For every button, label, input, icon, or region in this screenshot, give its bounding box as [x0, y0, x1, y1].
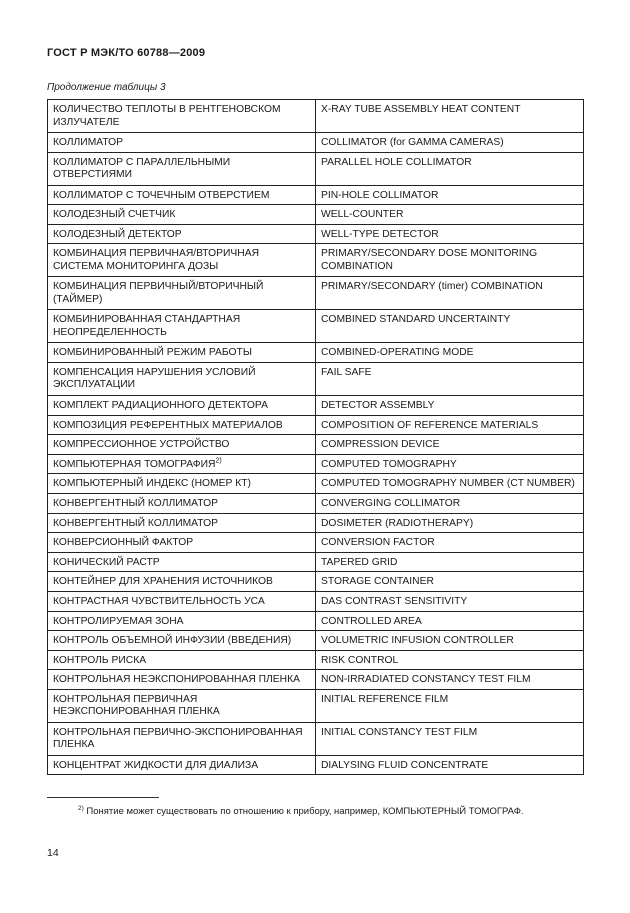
table-row	[48, 552, 584, 572]
term-russian: КОЛЛИМАТОР С ПАРАЛЛЕЛЬНЫМИ ОТВЕРСТИЯМИ	[53, 156, 231, 181]
term-russian: КОНВЕРГЕНТНЫЙ КОЛЛИМАТОР	[53, 517, 218, 529]
term-russian-cell	[48, 185, 316, 205]
term-russian: КОНТРОЛЬНАЯ НЕЭКСПОНИРОВАННАЯ ПЛЕНКА	[53, 674, 300, 686]
table-row	[48, 533, 584, 553]
term-english: COMPRESSION DEVICE	[316, 435, 584, 455]
term-russian-cell	[48, 572, 316, 592]
term-russian: КОЛОДЕЗНЫЙ ДЕТЕКТОР	[53, 228, 182, 240]
term-russian-cell	[48, 650, 316, 670]
table-row	[48, 435, 584, 455]
footnote	[78, 806, 524, 817]
term-russian: КОМПРЕССИОННОЕ УСТРОЙСТВО	[53, 439, 230, 451]
term-russian-cell	[48, 415, 316, 435]
table-row	[48, 689, 584, 722]
footnote-marker: 2)	[78, 804, 84, 812]
term-english: DIALYSING FLUID CONCENTRATE	[316, 755, 584, 775]
table-row	[48, 415, 584, 435]
term-english: COMBINED STANDARD UNCERTAINTY	[316, 310, 584, 343]
term-russian-cell	[48, 493, 316, 513]
table-row	[48, 650, 584, 670]
term-russian: КОНТРОЛЬНАЯ ПЕРВИЧНАЯ НЕЭКСПОНИРОВАННАЯ ПЛЕНКА	[53, 693, 220, 718]
term-russian: КОНТРОЛЬ ОБЪЕМНОЙ ИНФУЗИИ (ВВЕДЕНИЯ)	[53, 635, 292, 647]
term-russian-cell	[48, 205, 316, 225]
table-row	[48, 244, 584, 277]
term-english: PARALLEL HOLE COLLIMATOR	[316, 152, 584, 185]
term-english: PRIMARY/SECONDARY DOSE MONITORING COMBINATION	[316, 244, 584, 277]
footnote-reference: 2)	[215, 457, 222, 465]
term-russian-cell	[48, 611, 316, 631]
term-russian: КОМПОЗИЦИЯ РЕФЕРЕНТНЫХ МАТЕРИАЛОВ	[53, 419, 283, 431]
term-english: STORAGE CONTAINER	[316, 572, 584, 592]
term-russian-cell	[48, 670, 316, 690]
term-english: X-RAY TUBE ASSEMBLY HEAT CONTENT	[316, 100, 584, 133]
term-russian: КОЛОДЕЗНЫЙ СЧЕТЧИК	[53, 209, 176, 221]
term-russian-cell	[48, 435, 316, 455]
term-russian-cell	[48, 244, 316, 277]
term-english: CONVERSION FACTOR	[316, 533, 584, 553]
page-number: 14	[47, 847, 59, 859]
term-english: PIN-HOLE COLLIMATOR	[316, 185, 584, 205]
term-russian: КОНТРОЛЬНАЯ ПЕРВИЧНО-ЭКСПОНИРОВАННАЯ ПЛЕНКА	[53, 726, 303, 751]
term-russian: КОЛИЧЕСТВО ТЕПЛОТЫ В РЕНТГЕНОВСКОМ ИЗЛУЧАТЕЛЕ	[53, 104, 281, 128]
term-russian-cell	[48, 454, 316, 474]
term-russian: КОМПЕНСАЦИЯ НАРУШЕНИЯ УСЛОВИЙ ЭКСПЛУАТАЦИИ	[53, 366, 256, 391]
term-russian: КОМБИНАЦИЯ ПЕРВИЧНАЯ/ВТОРИЧНАЯ СИСТЕМА МОНИТОРИНГА ДОЗЫ	[53, 248, 260, 272]
table-row	[48, 454, 584, 474]
term-russian-cell	[48, 552, 316, 572]
term-russian-cell	[48, 310, 316, 343]
term-english: PRIMARY/SECONDARY (timer) COMBINATION	[316, 277, 584, 310]
term-russian-cell	[48, 689, 316, 722]
term-english: VOLUMETRIC INFUSION CONTROLLER	[316, 631, 584, 651]
term-russian: КОМБИНИРОВАННЫЙ РЕЖИМ РАБОТЫ	[53, 347, 252, 359]
term-english: COMBINED-OPERATING MODE	[316, 343, 584, 363]
term-russian: КОНЦЕНТРАТ ЖИДКОСТИ ДЛЯ ДИАЛИЗА	[53, 759, 259, 771]
term-english: DAS CONTRAST SENSITIVITY	[316, 591, 584, 611]
table-row	[48, 755, 584, 775]
footnote-separator	[47, 797, 159, 798]
term-english: CONVERGING COLLIMATOR	[316, 493, 584, 513]
term-english: FAIL SAFE	[316, 362, 584, 395]
term-russian-cell	[48, 152, 316, 185]
term-russian: КОНИЧЕСКИЙ РАСТР	[53, 556, 160, 568]
term-russian: КОНТРОЛЬ РИСКА	[53, 654, 147, 666]
term-english: WELL-TYPE DETECTOR	[316, 224, 584, 244]
table-caption: Продолжение таблицы 3	[47, 82, 166, 93]
term-russian: КОНВЕРСИОННЫЙ ФАКТОР	[53, 537, 194, 549]
term-english: WELL-COUNTER	[316, 205, 584, 225]
terms-table-body	[48, 100, 584, 775]
term-russian: КОНТЕЙНЕР ДЛЯ ХРАНЕНИЯ ИСТОЧНИКОВ	[53, 576, 273, 588]
term-russian: КОЛЛИМАТОР	[53, 137, 124, 148]
term-english: TAPERED GRID	[316, 552, 584, 572]
table-row	[48, 277, 584, 310]
document-header: ГОСТ Р МЭК/ТО 60788—2009	[47, 47, 206, 59]
table-row	[48, 310, 584, 343]
term-russian-cell	[48, 362, 316, 395]
term-russian-cell	[48, 395, 316, 415]
terms-table	[47, 99, 584, 775]
term-english: COLLIMATOR (for GAMMA CAMERAS)	[316, 133, 584, 153]
table-row	[48, 224, 584, 244]
term-russian-cell	[48, 474, 316, 494]
term-english: COMPUTED TOMOGRAPHY	[316, 454, 584, 474]
term-russian-cell	[48, 513, 316, 533]
term-english: COMPOSITION OF REFERENCE MATERIALS	[316, 415, 584, 435]
term-russian-cell	[48, 277, 316, 310]
term-english: NON-IRRADIATED CONSTANCY TEST FILM	[316, 670, 584, 690]
table-row	[48, 185, 584, 205]
table-row	[48, 474, 584, 494]
term-russian-cell	[48, 631, 316, 651]
term-russian: КОМПЬЮТЕРНАЯ ТОМОГРАФИЯ	[53, 458, 216, 470]
table-row	[48, 572, 584, 592]
term-russian-cell	[48, 591, 316, 611]
table-row	[48, 205, 584, 225]
term-russian-cell	[48, 133, 316, 153]
term-russian-cell	[48, 755, 316, 775]
term-russian: КОНВЕРГЕНТНЫЙ КОЛЛИМАТОР	[53, 497, 218, 509]
term-english: INITIAL CONSTANCY TEST FILM	[316, 722, 584, 755]
term-russian-cell	[48, 722, 316, 755]
table-row	[48, 133, 584, 153]
term-english: CONTROLLED AREA	[316, 611, 584, 631]
term-russian: КОМБИНАЦИЯ ПЕРВИЧНЫЙ/ВТОРИЧНЫЙ (ТАЙМЕР)	[53, 281, 264, 305]
term-english: COMPUTED TOMOGRAPHY NUMBER (CT NUMBER)	[316, 474, 584, 494]
table-row	[48, 631, 584, 651]
table-row	[48, 591, 584, 611]
term-russian: КОНТРОЛИРУЕМАЯ ЗОНА	[53, 615, 184, 627]
table-row	[48, 395, 584, 415]
term-english: INITIAL REFERENCE FILM	[316, 689, 584, 722]
term-russian-cell	[48, 224, 316, 244]
term-english: DETECTOR ASSEMBLY	[316, 395, 584, 415]
table-row	[48, 100, 584, 133]
term-russian: КОМПЬЮТЕРНЫЙ ИНДЕКС (НОМЕР КТ)	[53, 478, 251, 490]
term-russian-cell	[48, 100, 316, 133]
table-row	[48, 152, 584, 185]
table-row	[48, 670, 584, 690]
term-russian: КОМБИНИРОВАННАЯ СТАНДАРТНАЯ НЕОПРЕДЕЛЕННОСТЬ	[53, 314, 241, 338]
term-english: DOSIMETER (RADIOTHERAPY)	[316, 513, 584, 533]
term-russian: КОНТРАСТНАЯ ЧУВСТВИТЕЛЬНОСТЬ УСА	[53, 595, 265, 607]
table-row	[48, 493, 584, 513]
term-russian-cell	[48, 343, 316, 363]
table-row	[48, 722, 584, 755]
footnote-text: Понятие может существовать по отношению к прибору, например, КОМПЬЮТЕРНЫЙ ТОМОГРАФ.	[86, 806, 524, 817]
table-row	[48, 343, 584, 363]
table-row	[48, 611, 584, 631]
table-row	[48, 362, 584, 395]
term-russian: КОМПЛЕКТ РАДИАЦИОННОГО ДЕТЕКТОРА	[53, 399, 268, 411]
term-english: RISK CONTROL	[316, 650, 584, 670]
term-russian-cell	[48, 533, 316, 553]
term-russian: КОЛЛИМАТОР С ТОЧЕЧНЫМ ОТВЕРСТИЕМ	[53, 189, 270, 201]
table-row	[48, 513, 584, 533]
